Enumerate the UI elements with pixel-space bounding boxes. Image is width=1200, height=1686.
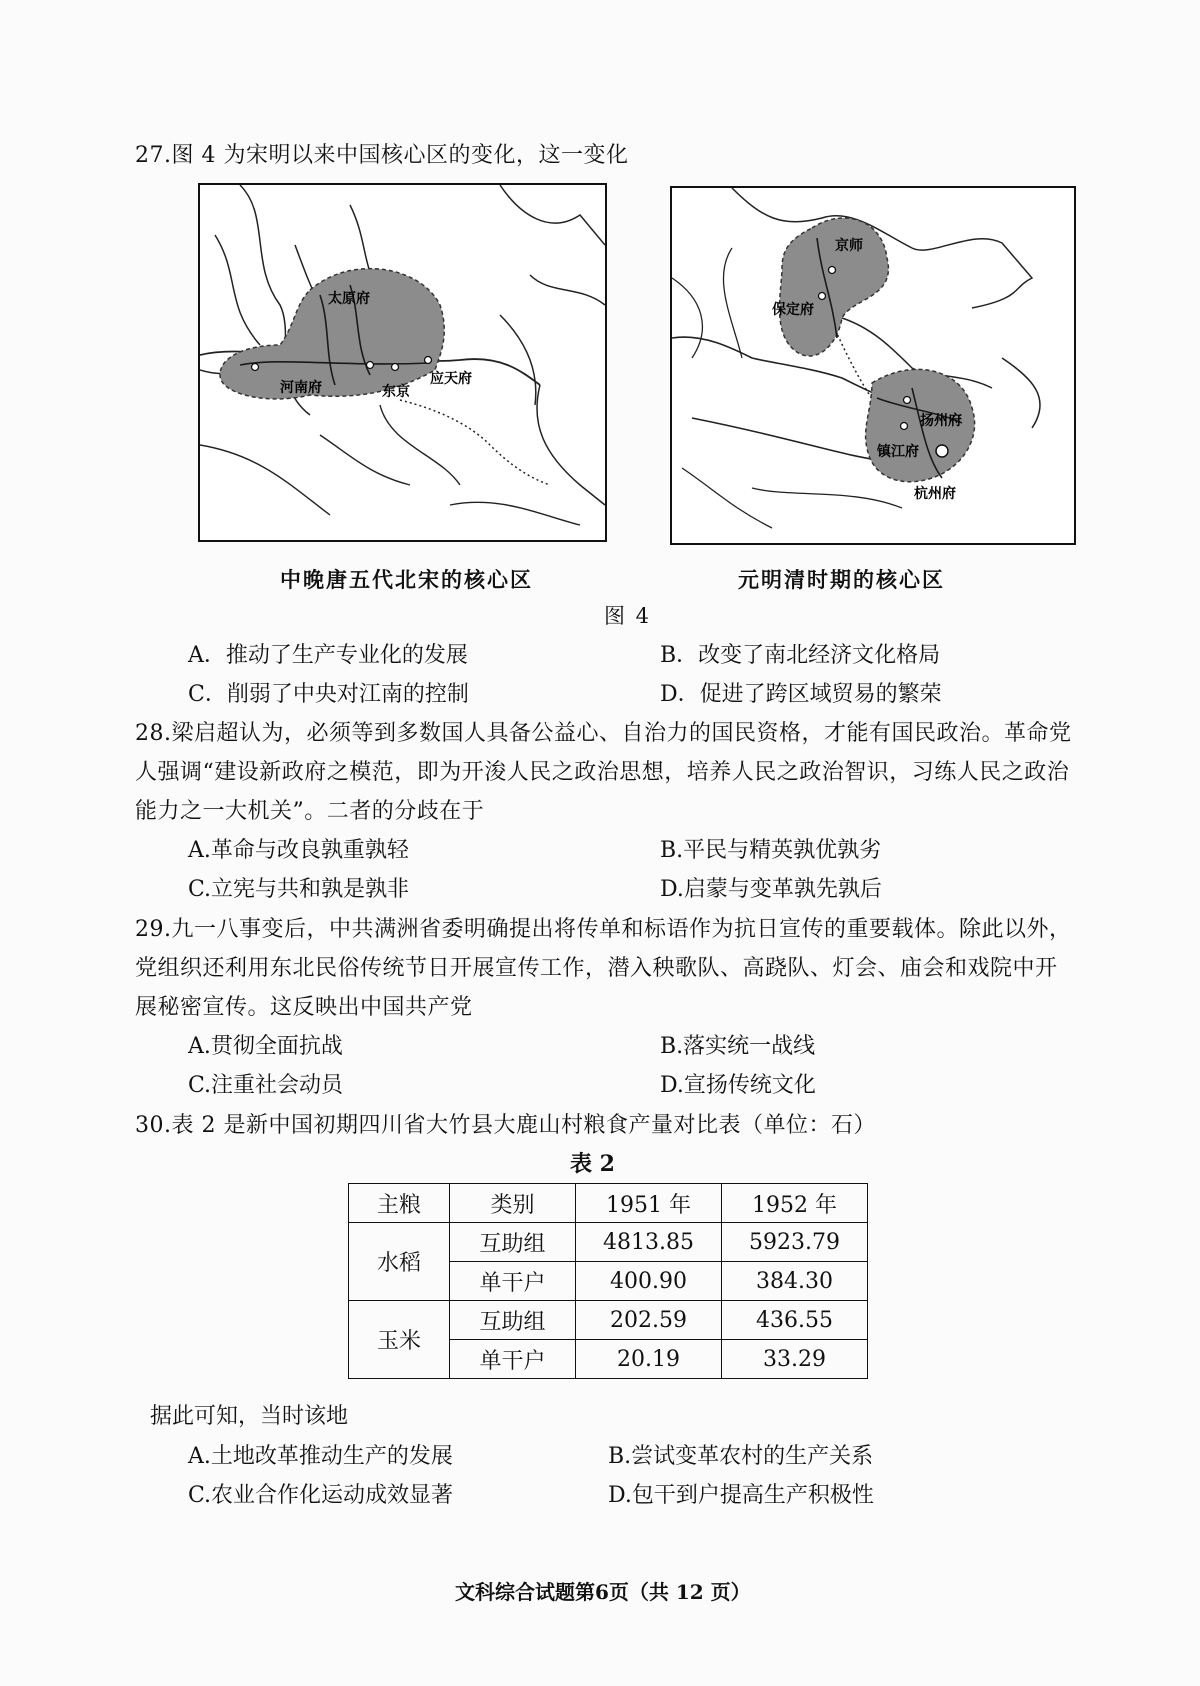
q27-option-d[interactable]: D．促进了跨区域贸易的繁荣	[660, 682, 942, 707]
q28-stem: 28.梁启超认为，必须等到多数国人具备公益心、自治力的国民资格，才能有国民政治。革命党人强调“建设新政府之模范，即为开浚人民之政治思想，培养人民之政治智识，习练人民之政治能力之一大机关”。二者的分歧在于	[135, 721, 1072, 824]
table-cell-type: 单干户	[450, 1340, 576, 1379]
map-right-caption: 元明清时期的核心区	[738, 567, 945, 592]
map-label-yingtian: 应天府	[430, 371, 472, 387]
map-left-caption: 中晚唐五代北宋的核心区	[280, 567, 533, 592]
q29-stem: 29.九一八事变后，中共满洲省委明确提出将传单和标语作为抗日宣传的重要载体。除此以外，党组织还利用东北民俗传统节日开展宣传工作，潜入秧歌队、高跷队、灯会、庙会和戏院中开展秘密宣传。这反映出中国共产党	[135, 917, 1072, 1020]
map-label-yangzhou: 扬州府	[920, 413, 962, 429]
q30-follow-text: 据此可知，当时该地	[150, 1404, 349, 1429]
table-cell-1952: 5923.79	[722, 1223, 868, 1262]
map-label-taiyuan: 太原府	[328, 291, 370, 307]
q29-option-a[interactable]: A.贯彻全面抗战	[188, 1034, 343, 1059]
table-cell-1951: 4813.85	[576, 1223, 722, 1262]
table-cell-type: 互助组	[450, 1301, 576, 1340]
q30-option-d[interactable]: D.包干到户提高生产积极性	[608, 1483, 874, 1508]
q30-option-c[interactable]: C.农业合作化运动成效显著	[188, 1483, 454, 1508]
table-cell-1952: 33.29	[722, 1340, 868, 1379]
table-title: 表 2	[570, 1151, 615, 1177]
q27-stem: 27.图 4 为宋明以来中国核心区的变化，这一变化	[135, 143, 629, 168]
q30-option-b[interactable]: B.尝试变革农村的生产关系	[608, 1444, 874, 1469]
table-header-row	[349, 1184, 868, 1223]
table-cell-1951: 20.19	[576, 1340, 722, 1379]
table-header-type: 类别	[450, 1184, 576, 1223]
table-cell-1951: 400.90	[576, 1262, 722, 1301]
table-header-1951: 1951 年	[576, 1184, 722, 1223]
q29-option-b[interactable]: B.落实统一战线	[660, 1034, 816, 1059]
table-header-1952: 1952 年	[722, 1184, 868, 1223]
table-cell-1952: 436.55	[722, 1301, 868, 1340]
q29-option-c[interactable]: C.注重社会动员	[188, 1073, 344, 1098]
q29-option-d[interactable]: D.宣扬传统文化	[660, 1073, 816, 1098]
table-cell-crop: 玉米	[349, 1301, 450, 1379]
q28-option-d[interactable]: D.启蒙与变革孰先孰后	[660, 877, 882, 902]
map-label-hangzhou: 杭州府	[914, 486, 956, 502]
table-cell-crop: 水稻	[349, 1223, 450, 1301]
map-label-zhenjiang: 镇江府	[877, 444, 919, 460]
map-label-dongjing: 东京	[382, 384, 410, 400]
table-row	[349, 1301, 868, 1340]
map-label-jingshi: 京师	[835, 238, 863, 254]
table-row	[349, 1223, 868, 1262]
q30-stem: 30.表 2 是新中国初期四川省大竹县大鹿山村粮食产量对比表（单位：石）	[135, 1113, 876, 1138]
q27-option-a[interactable]: A．推动了生产专业化的发展	[188, 643, 468, 668]
grain-output-table	[348, 1183, 868, 1379]
q30-option-a[interactable]: A.土地改革推动生产的发展	[188, 1444, 453, 1469]
q27-option-b[interactable]: B．改变了南北经济文化格局	[660, 643, 941, 668]
q28-option-a[interactable]: A.革命与改良孰重孰轻	[188, 838, 409, 863]
map-right	[670, 186, 1076, 545]
q28-option-b[interactable]: B.平民与精英孰优孰劣	[660, 838, 882, 863]
figure-label: 图 4	[604, 604, 652, 628]
map-label-baoding: 保定府	[772, 302, 814, 318]
q27-option-c[interactable]: C．削弱了中央对江南的控制	[188, 682, 469, 707]
q28-option-c[interactable]: C.立宪与共和孰是孰非	[188, 877, 410, 902]
map-left	[198, 183, 607, 542]
table-cell-type: 单干户	[450, 1262, 576, 1301]
table-header-crop: 主粮	[349, 1184, 450, 1223]
page-footer: 文科综合试题第6页（共 12 页）	[455, 1580, 751, 1604]
table-cell-type: 互助组	[450, 1223, 576, 1262]
table-cell-1951: 202.59	[576, 1301, 722, 1340]
map-label-henan: 河南府	[280, 380, 322, 396]
table-cell-1952: 384.30	[722, 1262, 868, 1301]
